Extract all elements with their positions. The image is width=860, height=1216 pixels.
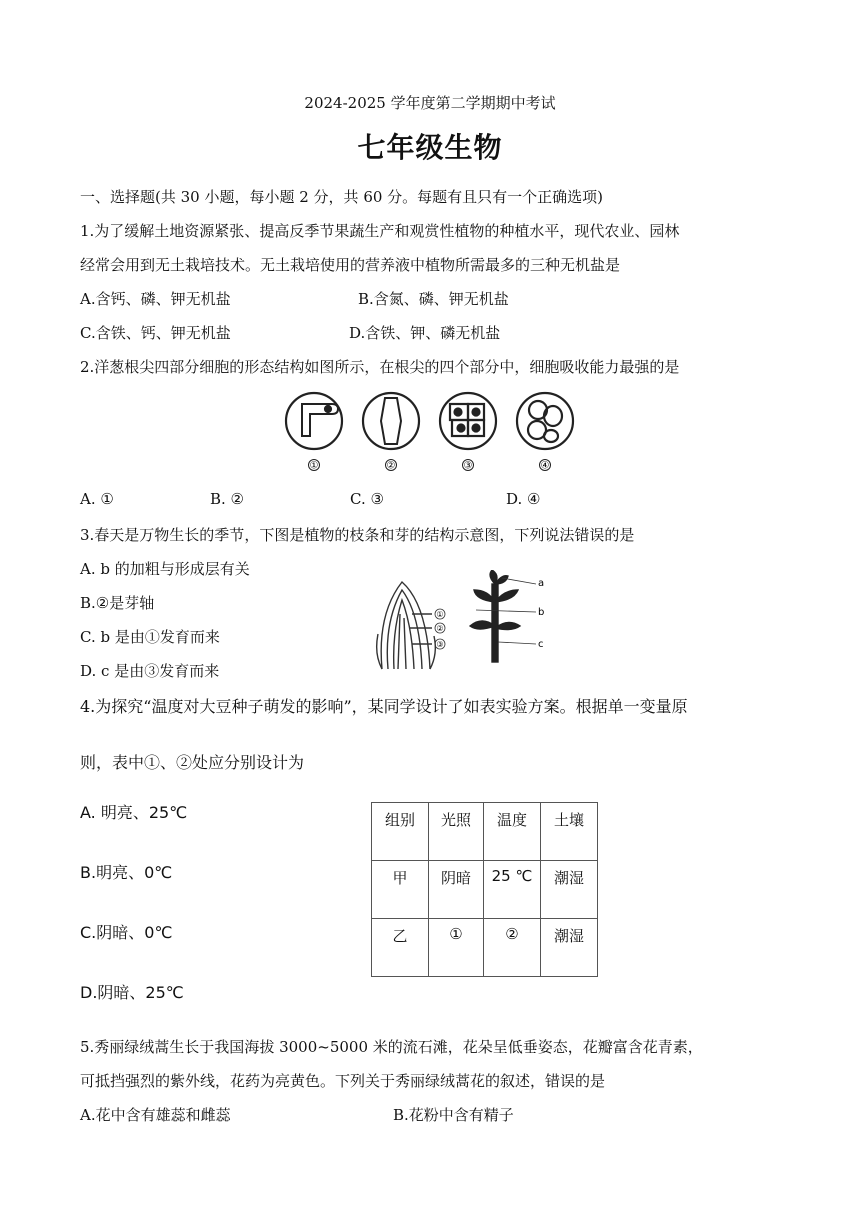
q1-stem-line1: 1.为了缓解土地资源紧张、提高反季节果蔬生产和观赏性植物的种植水平，现代农业、园林 bbox=[80, 222, 680, 240]
table-header-cell: 温度 bbox=[484, 803, 541, 861]
q4-option-a[interactable]: A. 明亮、25℃ bbox=[80, 803, 188, 822]
table-header-cell: 光照 bbox=[429, 803, 484, 861]
q2-option-a[interactable]: A. ① bbox=[80, 490, 114, 508]
q5-stem-line1: 5.秀丽绿绒蒿生长于我国海拔 3000~5000 米的流石滩，花朵呈低垂姿态，花瓣富含花青素， bbox=[80, 1038, 703, 1056]
q3-option-d[interactable]: D. c 是由③发育而来 bbox=[80, 662, 220, 680]
q1-option-b[interactable]: B.含氮、磷、钾无机盐 bbox=[358, 290, 509, 308]
fig-label-1: ① bbox=[309, 460, 319, 472]
q2-option-b[interactable]: B. ② bbox=[210, 490, 245, 508]
q1-option-c[interactable]: C.含铁、钙、钾无机盐 bbox=[80, 324, 231, 342]
table-cell: 甲 bbox=[372, 861, 429, 919]
bud-structure-figure bbox=[372, 574, 460, 674]
table-cell: 阴暗 bbox=[429, 861, 484, 919]
table-cell: 25 ℃ bbox=[484, 861, 541, 919]
branch-label-a: a bbox=[538, 578, 545, 589]
fig-label-2: ② bbox=[386, 460, 396, 472]
branch-label-c: c bbox=[538, 639, 544, 650]
q3-option-a[interactable]: A. b 的加粗与形成层有关 bbox=[80, 560, 250, 578]
table-cell: 潮湿 bbox=[541, 919, 598, 977]
section-heading: 一、选择题(共 30 小题，每小题 2 分，共 60 分。每题有且只有一个正确选项) bbox=[80, 188, 604, 206]
table-cell: ② bbox=[484, 919, 541, 977]
root-tip-cells-figure bbox=[280, 386, 590, 476]
table-cell: 乙 bbox=[372, 919, 429, 977]
q2-stem: 2.洋葱根尖四部分细胞的形态结构如图所示，在根尖的四个部分中，细胞吸收能力最强的是 bbox=[80, 358, 680, 376]
exam-title: 七年级生物 bbox=[357, 131, 503, 164]
branch-structure-figure bbox=[468, 570, 548, 670]
exam-subtitle: 2024-2025 学年度第二学期期中考试 bbox=[304, 94, 556, 112]
q1-option-a[interactable]: A.含钙、磷、钾无机盐 bbox=[80, 290, 231, 308]
bud-label-3: ③ bbox=[436, 640, 444, 649]
table-header-row bbox=[372, 803, 598, 861]
q3-option-b[interactable]: B.②是芽轴 bbox=[80, 594, 155, 612]
fig-label-4: ④ bbox=[540, 460, 550, 472]
q1-option-d[interactable]: D.含铁、钾、磷无机盐 bbox=[349, 324, 501, 342]
table-cell: 潮湿 bbox=[541, 861, 598, 919]
q5-option-b[interactable]: B.花粉中含有精子 bbox=[393, 1106, 514, 1124]
table-row bbox=[372, 919, 598, 977]
q5-option-a[interactable]: A.花中含有雄蕊和雌蕊 bbox=[80, 1106, 231, 1124]
table-header-cell: 土壤 bbox=[541, 803, 598, 861]
q1-stem-line2: 经常会用到无土栽培技术。无土栽培使用的营养液中植物所需最多的三种无机盐是 bbox=[80, 256, 621, 274]
table-cell: ① bbox=[429, 919, 484, 977]
bud-label-2: ② bbox=[436, 624, 444, 633]
q4-option-c[interactable]: C.阴暗、0℃ bbox=[80, 923, 173, 942]
bud-label-1: ① bbox=[436, 610, 444, 619]
q4-stem-line2: 则，表中①、②处应分别设计为 bbox=[80, 753, 305, 772]
q3-stem: 3.春天是万物生长的季节，下图是植物的枝条和芽的结构示意图，下列说法错误的是 bbox=[80, 526, 635, 544]
q5-stem-line2: 可抵挡强烈的紫外线，花药为亮黄色。下列关于秀丽绿绒蒿花的叙述，错误的是 bbox=[80, 1072, 606, 1090]
table-header-cell: 组别 bbox=[372, 803, 429, 861]
q4-stem-line1: 4.为探究“温度对大豆种子萌发的影响”，某同学设计了如表实验方案。根据单一变量原 bbox=[80, 697, 688, 716]
branch-label-b: b bbox=[538, 607, 545, 618]
fig-label-3: ③ bbox=[463, 460, 473, 472]
q4-option-b[interactable]: B.明亮、0℃ bbox=[80, 863, 173, 882]
q2-option-d[interactable]: D. ④ bbox=[506, 490, 541, 508]
q2-option-c[interactable]: C. ③ bbox=[350, 490, 384, 508]
table-row bbox=[372, 861, 598, 919]
experiment-table bbox=[371, 802, 598, 977]
q3-option-c[interactable]: C. b 是由①发育而来 bbox=[80, 628, 220, 646]
q4-option-d[interactable]: D.阴暗、25℃ bbox=[80, 983, 184, 1002]
